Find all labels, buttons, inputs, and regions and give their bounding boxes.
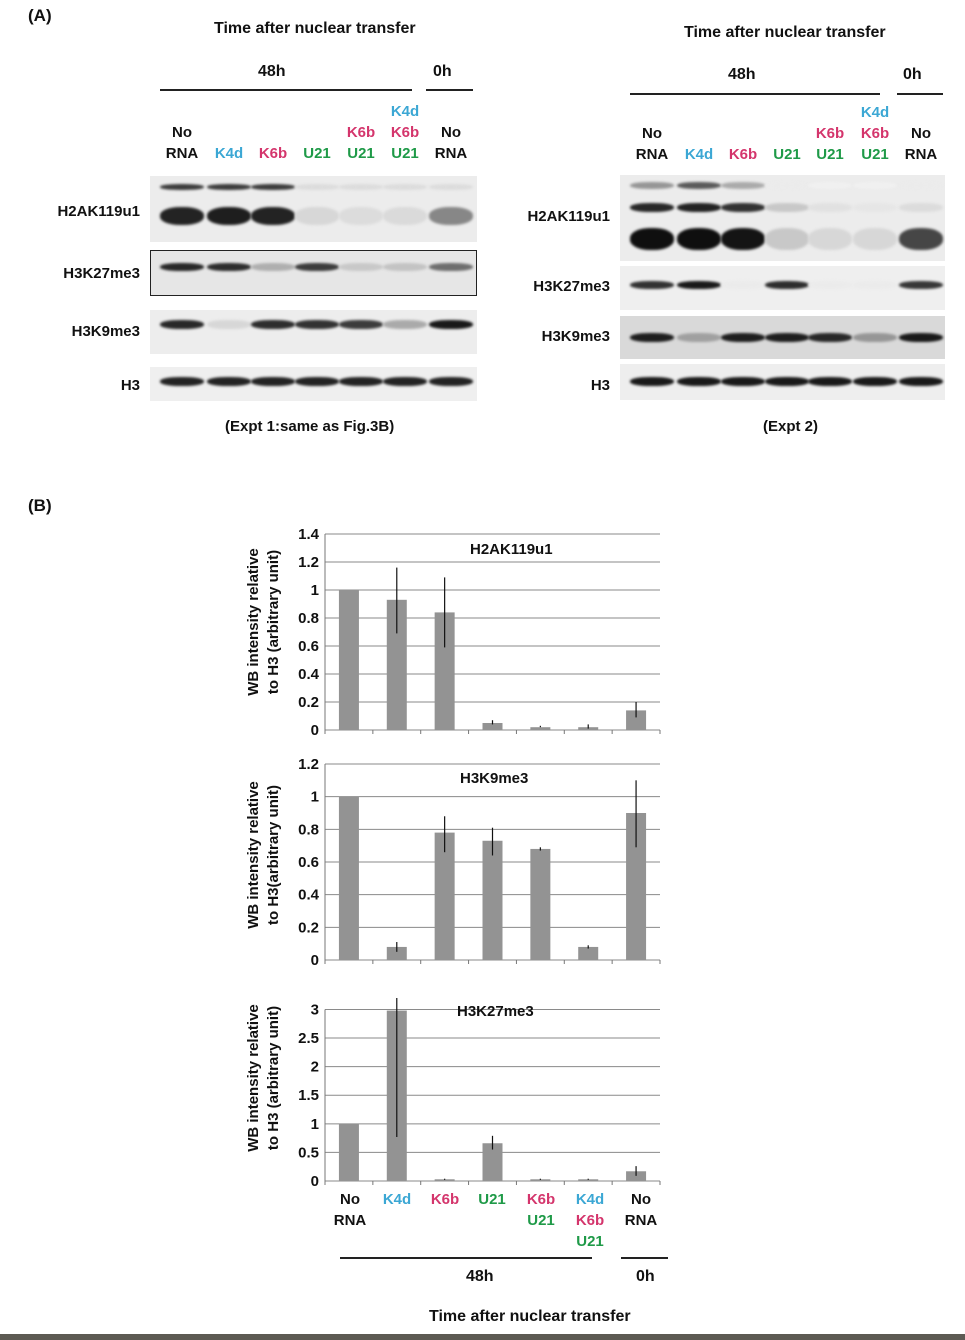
expt2-band-h2a-top: [677, 182, 721, 189]
chart2-title: H3K9me3: [460, 770, 529, 787]
expt2-band-h2a-top: [630, 182, 674, 189]
expt2-row-h2ak119u1: H2AK119u1: [527, 208, 610, 225]
chart3-title: H3K27me3: [457, 1003, 534, 1020]
expt2-band-h2a-upper: [721, 203, 765, 212]
expt1-band-h2a-main: [429, 207, 473, 225]
expt2-band-h3k9: [677, 333, 721, 342]
expt1-caption: (Expt 1:same as Fig.3B): [225, 418, 395, 435]
expt2-lane-1-text: RNA: [635, 146, 669, 163]
expt1-band-h3: [251, 377, 295, 386]
expt1-band-h3k27: [383, 263, 427, 271]
chart2-ylabel-line1: WB intensity relative: [245, 781, 262, 929]
expt1-row-h3k27me3: H3K27me3: [63, 265, 140, 282]
chart-xcat-5-text: U21: [527, 1212, 555, 1229]
expt2-band-h3k27: [630, 281, 674, 289]
chart1-ytick-label: 1.2: [298, 554, 319, 571]
expt2-band-h3k27: [677, 281, 721, 289]
expt1-band-h3k9: [295, 320, 339, 329]
expt1-band-h3k9: [207, 320, 251, 329]
expt1-lane-6-text: K4d: [390, 103, 420, 120]
chart1-ylabel-line2: to H3 (arbitrary unit): [265, 549, 282, 695]
expt2-band-h3k9: [853, 333, 897, 342]
expt2-band-h2a-upper: [808, 203, 852, 212]
chart2-ytick-label: 0.6: [298, 854, 319, 871]
expt2-band-h2a-main: [853, 228, 897, 250]
chart-48h-label: 48h: [466, 1268, 494, 1285]
chart3-ytick-label: 2.5: [298, 1030, 319, 1048]
expt1-time-header: Time after nuclear transfer: [214, 20, 416, 37]
expt2-band-h2a-upper: [899, 203, 943, 212]
chart1-bar: [530, 727, 550, 730]
chart1-ytick-label: 1: [310, 582, 319, 599]
expt2-lane-2-text: K4d: [684, 146, 714, 163]
expt2-band-h3: [630, 377, 674, 386]
expt1-lane-6-text: U21: [391, 145, 419, 162]
expt2-lane-7-text: No: [911, 125, 931, 142]
expt2-band-h2a-upper: [853, 203, 897, 212]
expt2-band-h2a-top: [721, 182, 765, 189]
chart2-bar: [578, 947, 598, 960]
chart-xcat-3: [419, 1189, 471, 1210]
chart2-ylabel-line2: to H3(arbitrary unit): [265, 784, 282, 926]
expt2-band-h3k27: [808, 281, 852, 289]
chart-xcat-6: [564, 1189, 616, 1252]
expt1-band-h2a-upper: [295, 184, 339, 190]
chart-xcat-6-text: K6b: [575, 1212, 605, 1229]
expt1-row-h3k9me3: H3K9me3: [71, 323, 140, 340]
expt1-band-h3k27: [429, 263, 473, 271]
chart1-title: H2AK119u1: [470, 541, 553, 558]
expt2-lane-6-text: K4d: [860, 104, 890, 121]
chart1-bar: [339, 590, 359, 730]
expt1-band-h3k9: [429, 320, 473, 329]
expt2-band-h3k9: [765, 333, 809, 342]
expt1-band-h3k9: [160, 320, 204, 329]
expt1-lane-5-text: U21: [347, 145, 375, 162]
chart1-ylabel-line1: WB intensity relative: [245, 548, 262, 696]
expt1-48h-label: 48h: [258, 63, 286, 80]
expt1-band-h2a-upper: [383, 184, 427, 190]
chart1-ytick-label: 0.2: [298, 694, 319, 711]
expt1-band-h2a-upper: [251, 184, 295, 190]
expt2-band-h3k27: [721, 281, 765, 289]
chart3-ylabel-line1: WB intensity relative: [245, 1004, 262, 1152]
chart-xcat-7: [615, 1189, 667, 1231]
expt2-band-h2a-main: [765, 228, 809, 250]
expt2-caption: (Expt 2): [763, 418, 819, 435]
expt1-band-h2a-main: [339, 207, 383, 225]
expt1-band-h2a-upper: [160, 184, 204, 190]
chart-xcat-7-text: RNA: [624, 1212, 658, 1229]
expt2-lane-7-text: RNA: [904, 146, 938, 163]
panel-b-label: (B): [28, 496, 52, 515]
expt1-band-h3k9: [339, 320, 383, 329]
expt2-band-h3: [899, 377, 943, 386]
expt2-lane-4-text: U21: [773, 146, 801, 163]
expt2-band-h3: [808, 377, 852, 386]
expt1-band-h2a-main: [251, 207, 295, 225]
chart-xcat-3-text: K6b: [430, 1191, 460, 1208]
expt2-band-h3k9: [808, 333, 852, 342]
chart-xcat-2-text: K4d: [382, 1191, 412, 1208]
expt1-lane-5-text: K6b: [346, 124, 376, 141]
expt2-lane-5-text: K6b: [815, 125, 845, 142]
expt2-band-h3: [765, 377, 809, 386]
expt2-band-h3k27: [853, 281, 897, 289]
expt1-band-h3k9: [251, 320, 295, 329]
expt2-band-h2a-upper: [677, 203, 721, 212]
expt2-band-h2a-top: [899, 182, 943, 189]
expt2-band-h3k9: [630, 333, 674, 342]
expt1-band-h3: [295, 377, 339, 386]
expt2-band-h2a-top: [853, 182, 897, 189]
expt1-band-h3: [429, 377, 473, 386]
expt1-band-h2a-main: [207, 207, 251, 225]
expt1-lane-6-text: K6b: [390, 124, 420, 141]
expt1-band-h3k27: [207, 263, 251, 271]
chart1-ytick-label: 1.4: [298, 526, 319, 543]
expt1-band-h2a-main: [295, 207, 339, 225]
expt2-band-h2a-main: [808, 228, 852, 250]
chart2-ytick-label: 0.8: [298, 821, 319, 839]
expt2-lane-5-text: U21: [816, 146, 844, 163]
expt1-row-h3: H3: [120, 377, 140, 394]
chart-xcat-5: [515, 1189, 567, 1231]
chart-xcat-1-text: RNA: [333, 1212, 367, 1229]
expt2-band-h3k9: [721, 333, 765, 342]
expt2-band-h2a-top: [808, 182, 852, 189]
expt2-band-h2a-main: [721, 228, 765, 250]
chart3-ytick-label: 0.5: [298, 1144, 319, 1162]
expt2-lane-6-text: U21: [861, 146, 889, 163]
expt1-band-h3k27: [160, 263, 204, 271]
chart1-ytick-label: 0.8: [298, 610, 319, 627]
chart-xcat-1-text: No: [340, 1191, 360, 1208]
expt2-band-h3: [853, 377, 897, 386]
expt1-band-h3k9: [383, 320, 427, 329]
expt2-lane-6-text: K6b: [860, 125, 890, 142]
expt2-0h-label: 0h: [903, 66, 922, 83]
expt2-band-h2a-upper: [765, 203, 809, 212]
chart2-ytick-label: 0: [310, 952, 319, 969]
expt1-lane-4-text: U21: [303, 145, 331, 162]
expt2-48h-label: 48h: [728, 66, 756, 83]
chart-xcat-4-text: U21: [478, 1191, 506, 1208]
expt1-band-h2a-main: [383, 207, 427, 225]
chart-xaxis-title: Time after nuclear transfer: [429, 1308, 631, 1325]
chart3-ylabel-line2: to H3 (arbitrary unit): [265, 1005, 282, 1151]
bottom-strip: [0, 1334, 965, 1340]
expt1-band-h3: [339, 377, 383, 386]
chart1-ytick-label: 0.4: [298, 666, 319, 683]
expt2-lane-3-text: K6b: [728, 146, 758, 163]
expt2-band-h3k9: [899, 333, 943, 342]
expt2-band-h3k27: [899, 281, 943, 289]
chart2-bar: [483, 841, 503, 960]
expt1-band-h2a-upper: [207, 184, 251, 190]
expt1-lane-1-text: No: [172, 124, 192, 141]
expt2-row-h3k9me3: H3K9me3: [541, 328, 610, 345]
expt2-band-h2a-main: [677, 228, 721, 250]
expt2-row-h3: H3: [590, 377, 610, 394]
chart-xcat-4: [466, 1189, 518, 1210]
chart3-ytick-label: 3: [310, 1001, 319, 1019]
chart-xcat-5-text: K6b: [526, 1191, 556, 1208]
chart3-bar: [339, 1124, 359, 1181]
expt2-band-h3k27: [765, 281, 809, 289]
chart2-ytick-label: 0.4: [298, 886, 319, 904]
expt1-band-h2a-upper: [339, 184, 383, 190]
expt2-row-h3k27me3: H3K27me3: [533, 278, 610, 295]
chart-xcat-6-text: U21: [576, 1233, 604, 1250]
expt2-band-h2a-main: [630, 228, 674, 250]
expt2-lane-1-text: No: [642, 125, 662, 142]
chart-xcat-2: [371, 1189, 423, 1210]
expt1-band-h3: [383, 377, 427, 386]
chart-0h-label: 0h: [636, 1268, 655, 1285]
chart1-ytick-label: 0.6: [298, 638, 319, 655]
expt2-band-h2a-main: [899, 228, 943, 250]
expt1-band-h3k27: [295, 263, 339, 271]
panel-a-label: (A): [28, 6, 52, 25]
expt2-band-h3: [677, 377, 721, 386]
chart2-ytick-label: 1: [310, 788, 319, 806]
expt1-band-h3k27: [339, 263, 383, 271]
expt1-lane-1-text: RNA: [165, 145, 199, 162]
expt2-band-h2a-upper: [630, 203, 674, 212]
expt2-band-h2a-top: [765, 182, 809, 189]
expt2-band-h3: [721, 377, 765, 386]
expt1-lane-7-text: No: [441, 124, 461, 141]
chart2-bar: [530, 849, 550, 960]
chart2-ytick-label: 1.2: [298, 756, 319, 773]
chart2-bar: [339, 797, 359, 960]
expt1-band-h3k27: [251, 263, 295, 271]
chart-0h-line: [621, 1257, 668, 1259]
chart-xcat-1: [324, 1189, 376, 1231]
chart-xcat-6-text: K4d: [575, 1191, 605, 1208]
chart3-ytick-label: 2: [310, 1058, 319, 1076]
expt1-band-h3: [207, 377, 251, 386]
chart3-ytick-label: 1: [310, 1115, 319, 1133]
expt1-band-h2a-upper: [429, 184, 473, 190]
expt1-lane-2-text: K4d: [214, 145, 244, 162]
expt1-row-h2ak119u1: H2AK119u1: [57, 203, 140, 220]
expt1-band-h2a-main: [160, 207, 204, 225]
chart1-ytick-label: 0: [310, 722, 319, 739]
chart-48h-line: [340, 1257, 592, 1259]
expt1-lane-3-text: K6b: [258, 145, 288, 162]
expt1-band-h3: [160, 377, 204, 386]
expt1-lane-7-text: RNA: [434, 145, 468, 162]
chart-xcat-7-text: No: [631, 1191, 651, 1208]
expt2-time-header: Time after nuclear transfer: [684, 24, 886, 41]
chart2-ytick-label: 0.2: [298, 919, 319, 937]
chart3-ytick-label: 1.5: [298, 1087, 319, 1105]
expt1-0h-label: 0h: [433, 63, 452, 80]
chart3-ytick-label: 0: [310, 1173, 319, 1190]
